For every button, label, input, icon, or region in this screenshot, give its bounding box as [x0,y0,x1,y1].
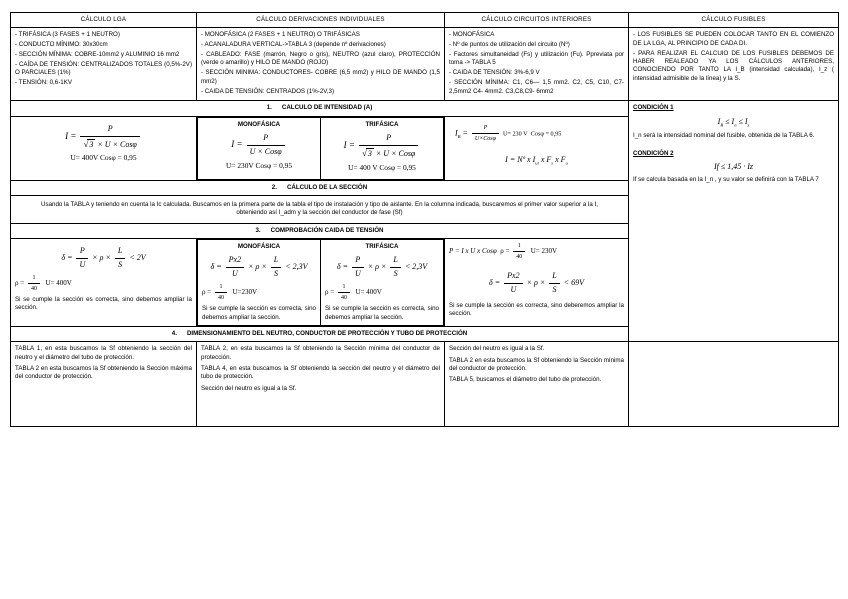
dimension-lga-line-1: TABLA 1, en esta buscamos la Sf obteniendo la sección del neutro y el diámetro del tubo de protección. [15,345,192,361]
header-row [11,13,839,28]
caida-lga-text: Si se cumple la sección es correcta, sino debemos ampliar la sección. [15,295,192,312]
section-4-label: DIMENSIONAMIENTO DEL NEUTRO, CONDUCTOR DE PROTECCIÓN Y TUBO DE PROTECCIÓN [186,329,468,337]
intensidad-di-tri [321,117,444,179]
dimension-ci-line-3: TABLA 5, buscamos el diámetro del tubo de protección. [449,376,602,384]
caida-ci-formula: δ = $\frac{Px2}{U}$ × ρ × $\frac{L}{S}$ < 69V [489,271,584,295]
list-item: - Factores simultaneidad (Fs) y utilización (Fu). Ppreviata por toma -> TABLA 5 [449,51,624,68]
section-3-title [11,223,629,238]
intensidad-lga [11,116,197,180]
condicion-1-title: CONDICIÓN 1 [633,104,674,112]
dimension-di-line-2: TABLA 4, en esta buscamos la Sf obteniendo la sección del neutro y el diámetro del tubo de protección. [201,365,440,381]
section-3-label: COMPROBACIÓN CAIDA DE TENSIÓN [270,226,384,234]
intensidad-di-mono-title: MONOFÁSICA [237,120,281,128]
caida-di-mono-title: MONOFÁSICA [237,243,281,251]
intensidad-di-mono [198,117,321,179]
caida-lga-formula: δ = $\frac{P}{U}$ × ρ × $\frac{L}{S}$ < 2V [61,246,146,269]
intro-derivaciones [197,28,445,101]
list-item: - TRIFÁSICA (3 FASES + 1 NEUTRO) [15,31,192,39]
fusibles-content [629,101,839,342]
section-1-number: 1. [266,104,272,112]
caida-di-table [197,239,444,326]
list-item: - CABLEADO: FASE (marrón, Negro o gris), NEUTRO (azul claro), PROTECCIÓN (verde o amarillo) y HILO DE MANDO (ROJO) [201,51,440,68]
condicion-2-title: CONDICIÓN 2 [633,149,674,157]
caida-di-tri-rho: ρ = $\frac{1}{40}$ U= 400V [325,284,382,302]
section-2-title [11,180,629,195]
header-circuitos: CÁLCULO CIRCUITOS INTERIORES [445,13,629,28]
dimension-lga-line-2: TABLA 2 en esta buscamos la Sf obteniendo la Sección máxima del conductor de protección. [15,365,192,381]
list-item: - MONOFÁSICA (2 FASES + 1 NEUTRO) O TRIFÁSICAS [201,31,440,39]
intensidad-di-table [197,117,444,180]
list-item: - ACANALADURA VERTICAL->TABLA 3 (depende nº derivaciones) [201,41,440,49]
caida-lga-rho: ρ = $\frac{1}{40}$ U= 400V [15,274,72,292]
condicion-1-text: I_n será la intensidad nominal del fusible, obtenida de la TABLA 6. [633,131,815,139]
intensidad-lga-denominator: √3 × U × Cosφ [83,138,137,149]
caida-circuitos [445,239,629,327]
header-derivaciones: CÁLCULO DERIVACIONES INDIVIDUALES [197,13,445,28]
caida-ci-formula-top: P = I x U x Cosφ ρ = $\frac{1}{40}$ U= 230V [449,243,558,261]
intensidad-di-tri-numerator: P [359,133,418,146]
intensidad-lga-numerator: P [80,124,139,137]
section-1-title-row [11,101,839,116]
seccion-text-cell [11,196,629,224]
dimension-derivaciones [197,342,445,427]
dimension-ci-line-2: TABLA 2 en esta buscamos la Sf obteniendo la Sección mínima del conductor de protección. [449,356,624,373]
caida-di-tri-text: Si se cumple la sección es correcta, sino debemos ampliar la sección. [325,305,439,321]
list-item: - LOS FUSIBLES SE PUEDEN COLOCAR TANTO EN EL COMIENZO DE LA LGA, AL PRINCIPIO DE CADA DI. [633,31,834,48]
section-1-title [11,101,629,116]
section-2-label: CÁLCULO DE LA SECCIÓN [286,183,368,191]
caida-di-mono-rho: ρ = $\frac{1}{40}$ U=230V [202,284,258,302]
intensidad-di-mono-numerator: P [247,133,285,146]
caida-di-tri-title: TRIFÁSICA [365,243,399,251]
intensidad-lga-values: U= 400V Cosφ = 0,95 [70,153,137,163]
list-item: - CAIDA DE TENSIÓN: 3%-6,9 V [449,69,624,77]
caida-derivaciones [197,239,445,327]
intro-row [11,28,839,101]
caida-di-tri-formula: δ = $\frac{P}{U}$ × ρ × $\frac{L}{S}$ < 2,3V [336,255,428,279]
caida-di-mono-formula: δ = $\frac{Px2}{U}$ × ρ × $\frac{L}{S}$ < 2,3V [210,255,308,279]
main-table [10,12,839,427]
intensidad-circuitos [445,116,629,180]
dimension-ci-line-1: Sección del neutro es igual a la Sf. [449,345,545,353]
dimension-di-line-3: Sección del neutro es igual a la Sf. [201,384,297,392]
intensidad-ci-formula: $I_B$ = $\frac{P}{\text{U×Cosφ}}$ U= 230 V Cosφ = 0,95 [455,124,562,142]
section-1-label: CALCULO DE INTENSIDAD (A) [281,104,373,112]
list-item: - PARA REALIZAR EL CALCUIO DE LOS FUSIBLES DEBEMOS DE HABER REALEADO YA LOS CÁLCULOS ANTERIORES, CONOCIENDO POR TANTO LA I_B (intensidad calculada), I_z ( intensidad admisible de la línea) y la S. [633,50,834,83]
dimension-fusibles-empty [629,342,839,427]
section-4-content-row [11,342,839,427]
intensidad-ci-formula2: I = Nº x $I_{ut}$ x $F_s$ x $F_u$ [505,154,568,166]
condicion-1-formula: $I_B \le I_n \le I_z$ [717,116,750,128]
caida-lga [11,239,197,327]
list-item: - SECCIÓN MINIMA: CONDUCTORES- COBRE (6,5 mm2) y HILO DE MANDO (1,5 mm2) [201,69,440,86]
list-item: - CONDUCTO MÍNIMO: 30x30cm [15,41,192,49]
condicion-2-text: If se calcula basada en la I_n , y su valor se definirá con la TABLA 7 [633,176,819,184]
intensidad-di-tri-title: TRIFÁSICA [365,120,399,128]
list-item: - MONOFÁSICA [449,31,624,39]
list-item: - SECCIÓN MÍNIMA: COBRE-10mm2 y ALUMINIO 16 mm2 [15,51,192,59]
intensidad-di-tri-denominator: √3 × U × Cosφ [361,147,416,158]
header-fusibles: CÁLCULO FUSIBLES [629,13,839,28]
header-lga: CÁLCULO LGA [11,13,197,28]
dimension-lga [11,342,197,427]
section-2-number: 2. [271,183,277,191]
intensidad-derivaciones [197,116,445,180]
intensidad-di-mono-formula: I = $\frac{P}{\text{U × Cosφ}}$ [202,133,316,158]
intensidad-di-mono-denominator: U × Cosφ [249,146,282,156]
intensidad-di-tri-formula: I = $\frac{P}{\text{√3 × U × Cosφ}}$ [325,133,439,160]
list-item: - CAÍDA DE TENSIÓN: CENTRALIZADOS TOTALES (0,5%-2V) O PARCIALES (1%) [15,61,192,78]
dimension-di-line-1: TABLA 2, en esta buscamos la Sf obteniendo la Sección mínima del conductor de protección. [201,345,440,361]
list-item: - SECCIÓN MÍNIMA: C1, C6— 1,5 mm2. C2, C5, C10, C7- 2,5mm2 C4- 4mm2. C3,C8,C9- 6mm2 [449,79,624,96]
section-4-number: 4. [171,329,177,337]
caida-di-mono-text: Si se cumple la sección es correcta, sino debemos ampliar la sección. [202,305,316,321]
intensidad-di-mono-values: U= 230V Cosφ = 0,95 [225,160,293,170]
intensidad-lga-formula: I = $\frac{P}{\text{√3 × U × Cosφ}}$ [15,124,192,151]
caida-di-tri [321,240,444,326]
dimension-circuitos [445,342,629,427]
intro-lga [11,28,197,101]
intro-circuitos [445,28,629,101]
section-4-title [11,326,629,341]
list-item: - Nº de puntos de utilización del circuito (Nº) [449,41,624,49]
seccion-text: Usando la TABLA y teniendo en cuenta la Ic calculada. Buscamos en la primera parte de la tabla el tipo de instalación y tipo de aislante. En la columna indicada, buscaremos el primer valor superior a la I, obteniendo así I_adm y la sección del conductor de fase (Sf) [41,201,598,217]
intro-fusibles [629,28,839,101]
condicion-2-formula: If ≤ 1,45 · Iz [713,162,754,172]
intensidad-di-tri-values: U= 400 V Cosφ = 0,95 [348,162,416,172]
list-item: - TENSIÓN: 0,6-1KV [15,79,192,87]
section-3-number: 3. [255,226,261,234]
caida-ci-text: Si se cumple la sección es correcta, sino deberemos ampliar la sección. [449,301,624,318]
list-item: - CAIDA DE TENSIÓN: CENTRADOS (1%-2V,3) [201,88,440,96]
caida-di-mono [198,240,321,326]
